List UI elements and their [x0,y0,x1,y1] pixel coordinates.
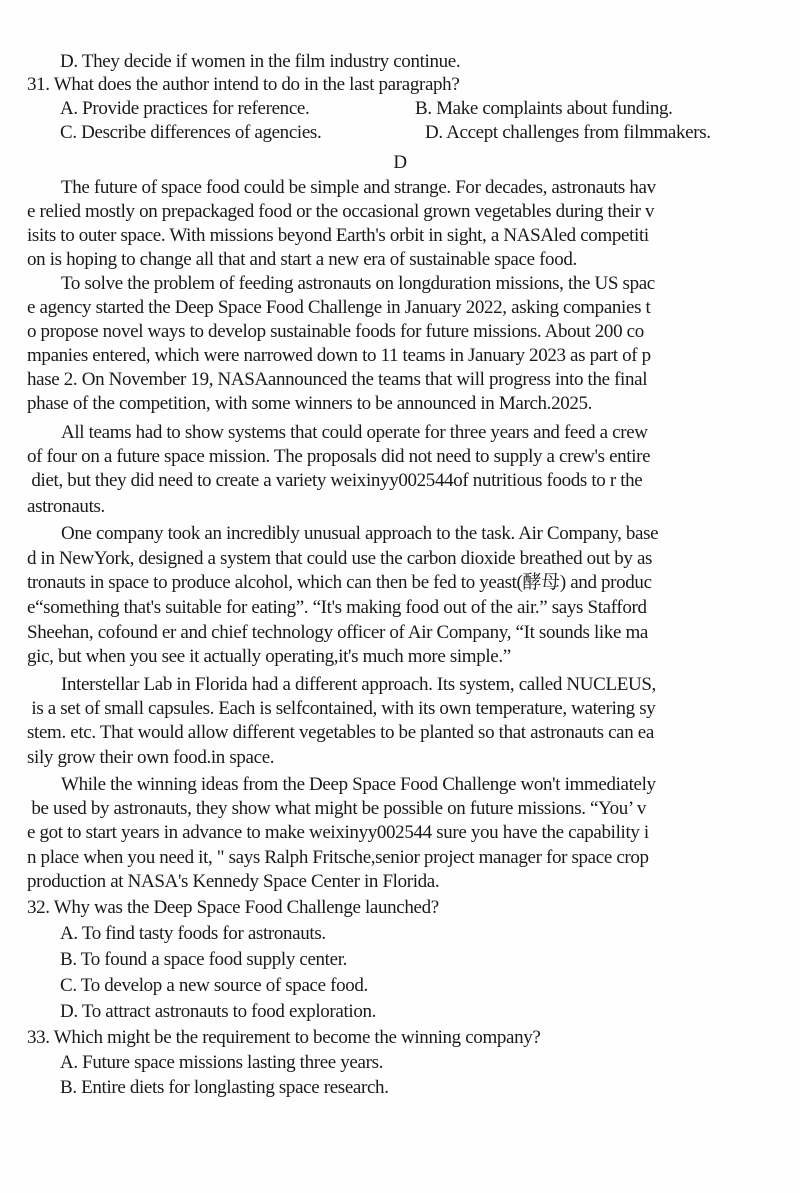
paragraph-line: of four on a future space mission. The proposals did not need to supply a crew's entire [27,446,651,467]
q33-stem: 33. Which might be the requirement to become the winning company? [27,1027,541,1048]
paragraph-line: e got to start years in advance to make weixinyy002544 sure you have the capability i [27,822,649,843]
paragraph-line: Sheehan, cofound er and chief technology officer of Air Company, “It sounds like ma [27,622,648,643]
paragraph-line: e“something that's suitable for eating”. “It's making food out of the air.” says Stafford [27,597,647,618]
paragraph-line: e relied mostly on prepackaged food or the occasional grown vegetables during their v [27,201,655,222]
paragraph-line: mpanies entered, which were narrowed down to 11 teams in January 2023 as part of p [27,345,651,366]
paragraph-line: is a set of small capsules. Each is selfcontained, with its own temperature, watering sy [27,698,656,719]
paragraph-line: d in NewYork, designed a system that could use the carbon dioxide breathed out by as [27,548,653,569]
paragraph-line: hase 2. On November 19, NASAannounced the teams that will progress into the final [27,369,648,390]
q32-option-c: C. To develop a new source of space food. [60,975,368,996]
q33-option-a: A. Future space missions lasting three years. [60,1052,384,1073]
paragraph-line: astronauts. [27,496,105,517]
q32-option-a: A. To find tasty foods for astronauts. [60,923,326,944]
paragraph-line: n place when you need it, " says Ralph Fritsche,senior project manager for space crop [27,847,649,868]
paragraph-line: isits to outer space. With missions beyond Earth's orbit in sight, a NASAled competiti [27,225,649,246]
paragraph-line: The future of space food could be simple and strange. For decades, astronauts hav [61,177,656,198]
q31-stem: 31. What does the author intend to do in the last paragraph? [27,74,460,95]
paragraph-line: stem. etc. That would allow different vegetables to be planted so that astronauts can ea [27,722,654,743]
q31-option-a: A. Provide practices for reference. [60,98,310,119]
q31-option-d: D. Accept challenges from filmmakers. [425,122,711,143]
paragraph-line: sily grow their own food.in space. [27,747,275,768]
paragraph-line: be used by astronauts, they show what might be possible on future missions. “You’ v [27,798,647,819]
paragraph-line: gic, but when you see it actually operating,it's much more simple.” [27,646,511,667]
paragraph-line: Interstellar Lab in Florida had a different approach. Its system, called NUCLEUS, [61,674,656,695]
q32-option-d: D. To attract astronauts to food exploration. [60,1001,377,1022]
passage-label: D [393,152,407,173]
q30-option-d: D. They decide if women in the film industry continue. [60,51,461,72]
q32-option-b: B. To found a space food supply center. [60,949,348,970]
q31-option-c: C. Describe differences of agencies. [60,122,322,143]
q32-stem: 32. Why was the Deep Space Food Challenge launched? [27,897,439,918]
paragraph-line: diet, but they did need to create a variety weixinyy002544of nutritious foods to r the [27,470,643,491]
q33-option-b: B. Entire diets for longlasting space research. [60,1077,389,1098]
paragraph-line: tronauts in space to produce alcohol, which can then be fed to yeast(酵母) and produc [27,572,652,593]
paragraph-line: on is hoping to change all that and start a new era of sustainable space food. [27,249,577,270]
paragraph-line: While the winning ideas from the Deep Space Food Challenge won't immediately [61,774,656,795]
paragraph-line: e agency started the Deep Space Food Challenge in January 2022, asking companies t [27,297,651,318]
paragraph-line: phase of the competition, with some winners to be announced in March.2025. [27,393,593,414]
paragraph-line: o propose novel ways to develop sustainable foods for future missions. About 200 co [27,321,644,342]
paragraph-line: production at NASA's Kennedy Space Center in Florida. [27,871,440,892]
q31-option-b: B. Make complaints about funding. [415,98,673,119]
paragraph-line: One company took an incredibly unusual approach to the task. Air Company, base [61,523,659,544]
paragraph-line: To solve the problem of feeding astronauts on longduration missions, the US spac [61,273,655,294]
paragraph-line: All teams had to show systems that could operate for three years and feed a crew [61,422,648,443]
